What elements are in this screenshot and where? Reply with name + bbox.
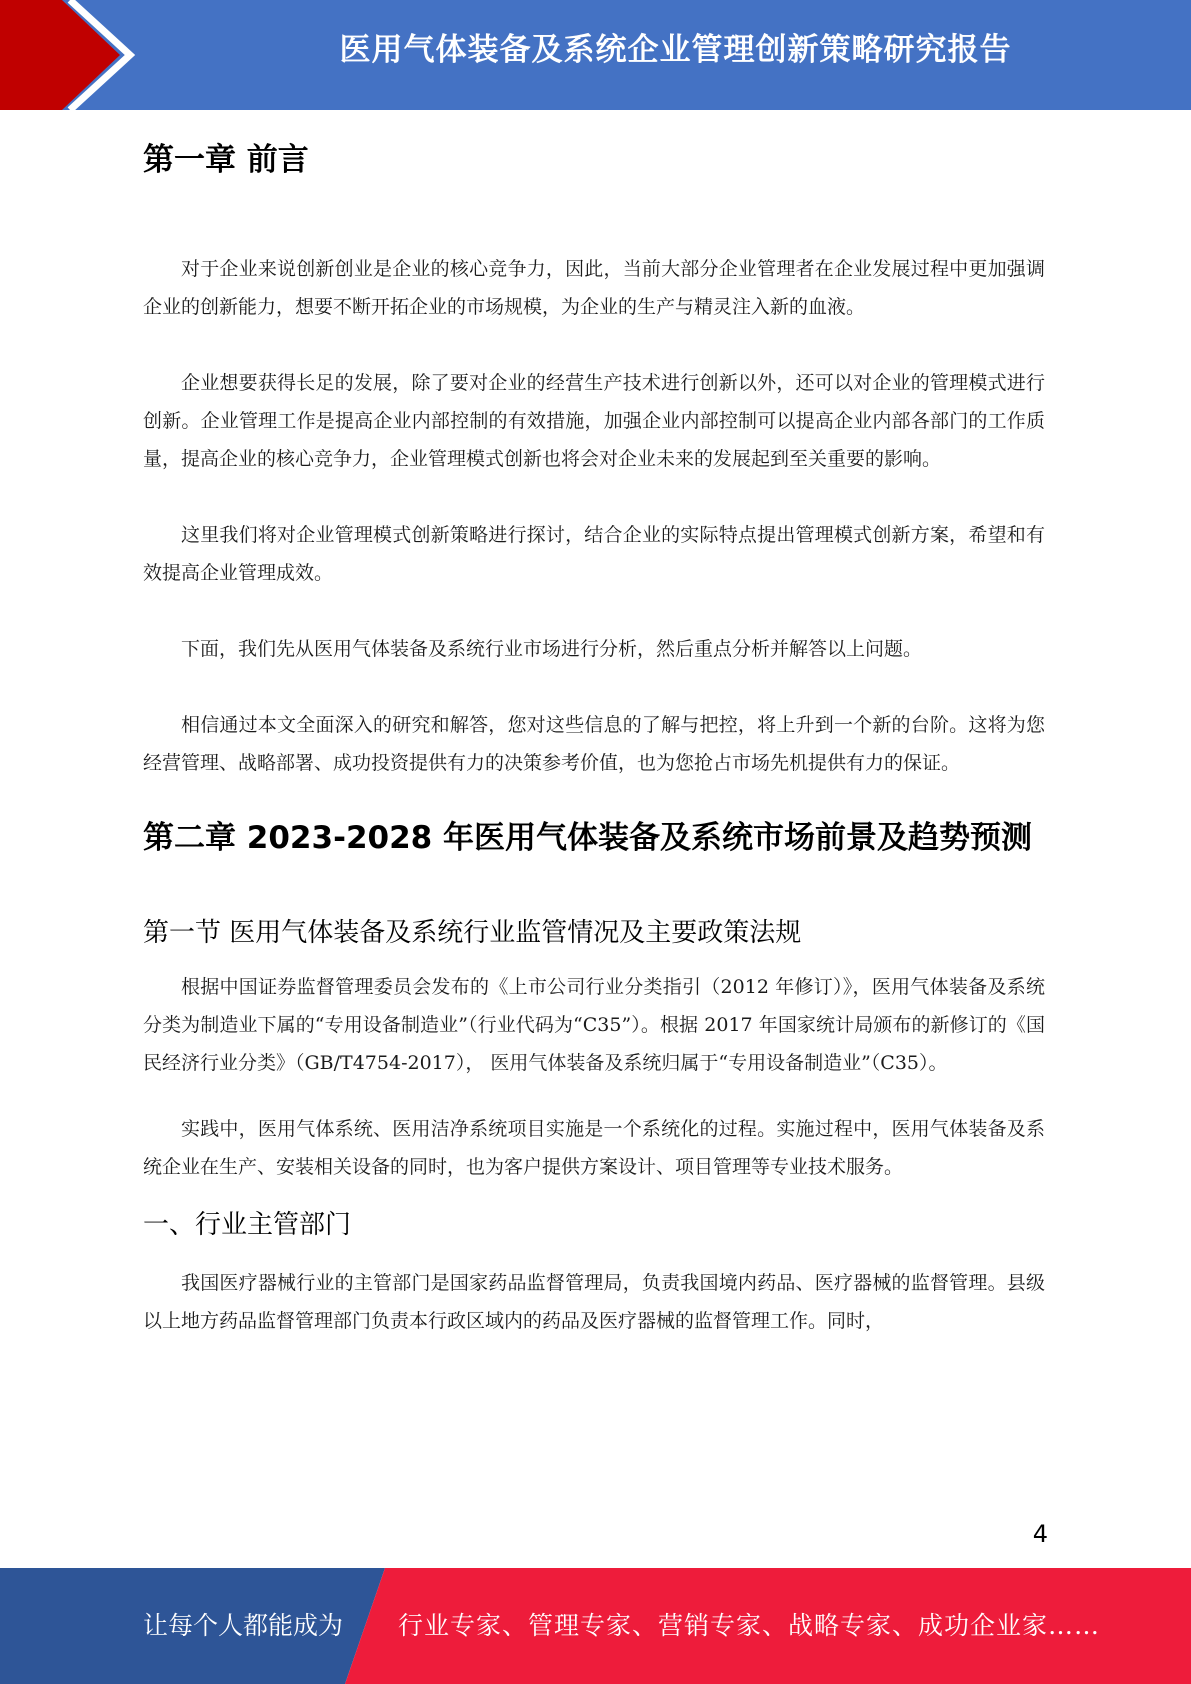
document-title: 医用气体装备及系统企业管理创新策略研究报告 <box>339 32 1012 68</box>
section-1-title: 第一节 医用气体装备及系统行业监管情况及主要政策法规 <box>143 918 802 948</box>
paragraph: 根据中国证券监督管理委员会发布的《上市公司行业分类指引（2012 年修订）》，医用气体装备及系统分类为制造业下属的“专用设备制造业”（行业代码为“C35”）。根据 2017 年国家统计局颁布的新修订的《国民经济行业分类》（GB/T4754-2017）， 医用气体装备及系统归属于“专用设备制造业”（C35）。 <box>143 976 1045 1074</box>
paragraph: 这里我们将对企业管理模式创新策略进行探讨，结合企业的实际特点提出管理模式创新方案，希望和有效提高企业管理成效。 <box>143 524 1045 584</box>
paragraph: 我国医疗器械行业的主管部门是国家药品监督管理局，负责我国境内药品、医疗器械的监督管理。县级以上地方药品监督管理部门负责本行政区域内的药品及医疗器械的监督管理工作。同时， <box>143 1272 1045 1332</box>
footer-slogan-left: 让每个人都能成为 <box>143 1611 344 1640</box>
header-banner <box>0 0 1191 110</box>
paragraph: 下面，我们先从医用气体装备及系统行业市场进行分析，然后重点分析并解答以上问题。 <box>181 638 923 660</box>
footer-banner <box>0 1568 1191 1684</box>
page-number: 4 <box>1032 1520 1048 1548</box>
chapter-2-title: 第二章 2023-2028 年医用气体装备及系统市场前景及趋势预测 <box>143 820 1033 856</box>
document-body <box>143 130 1045 1340</box>
subsection-1-title: 一、行业主管部门 <box>143 1210 352 1240</box>
header-chevron-decoration <box>0 0 160 110</box>
chapter-1-title: 第一章 前言 <box>143 142 309 178</box>
footer-slogan-right: 行业专家、管理专家、营销专家、战略专家、成功企业家…… <box>398 1611 1101 1640</box>
paragraph: 实践中，医用气体系统、医用洁净系统项目实施是一个系统化的过程。实施过程中，医用气体装备及系统企业在生产、安装相关设备的同时，也为客户提供方案设计、项目管理等专业技术服务。 <box>143 1118 1045 1178</box>
paragraph: 相信通过本文全面深入的研究和解答，您对这些信息的了解与把控，将上升到一个新的台阶。这将为您经营管理、战略部署、成功投资提供有力的决策参考价值，也为您抢占市场先机提供有力的保证。 <box>143 714 1045 774</box>
paragraph: 企业想要获得长足的发展，除了要对企业的经营生产技术进行创新以外，还可以对企业的管理模式进行创新。企业管理工作是提高企业内部控制的有效措施，加强企业内部控制可以提高企业内部各部门的工作质量，提高企业的核心竞争力，企业管理模式创新也将会对企业未来的发展起到至关重要的影响。 <box>143 372 1045 470</box>
paragraph: 对于企业来说创新创业是企业的核心竞争力，因此，当前大部分企业管理者在企业发展过程中更加强调企业的创新能力，想要不断开拓企业的市场规模，为企业的生产与精灵注入新的血液。 <box>143 258 1045 318</box>
